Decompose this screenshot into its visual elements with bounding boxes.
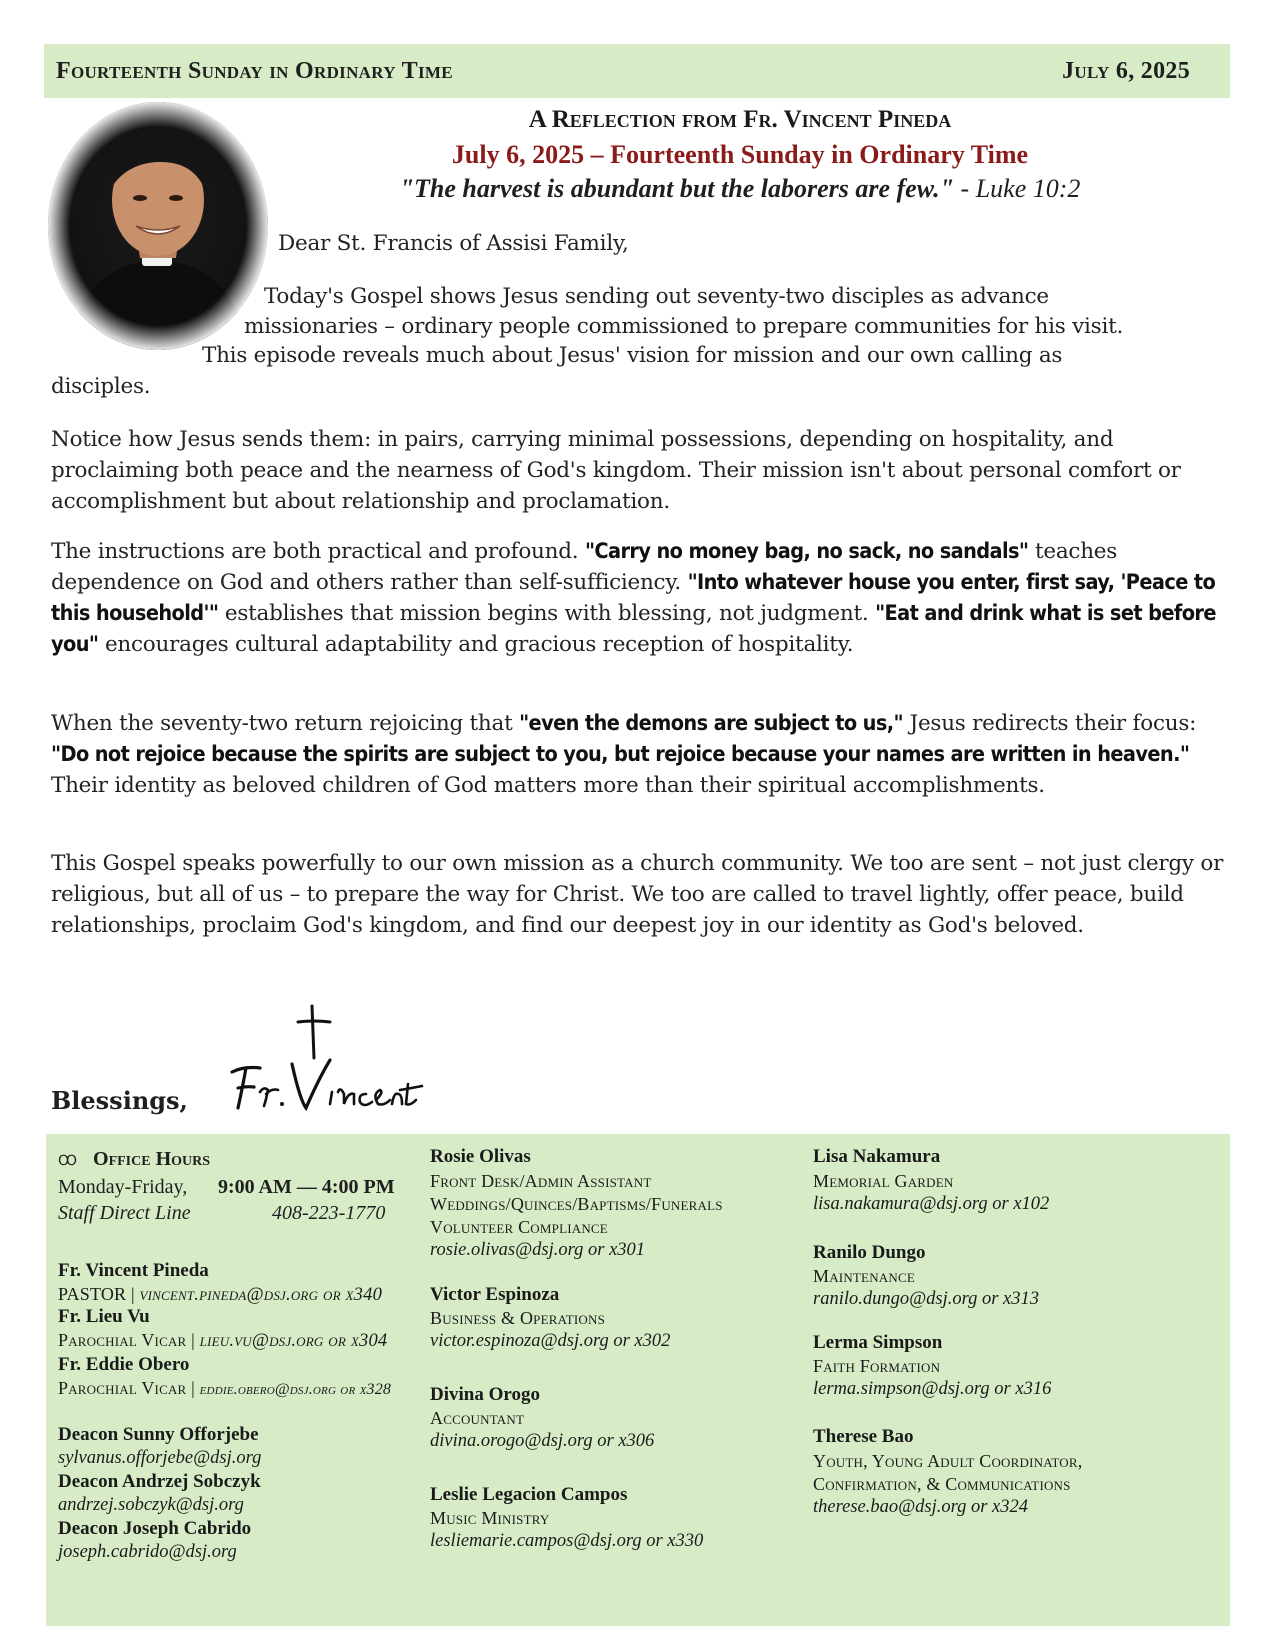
reflection-title: A Reflection from Fr. Vincent Pineda — [528, 106, 952, 133]
p4-quote-2: "Do not rejoice because the spirits are subject to you, but rejoice because your names are written in heaven." — [51, 742, 1190, 767]
staff-name: Therese Bao — [813, 1426, 914, 1447]
office-days: Monday-Friday, — [58, 1176, 188, 1198]
signature — [226, 1000, 436, 1124]
staff-name: Divina Orogo — [430, 1384, 540, 1405]
staff-role: Faith Formation — [813, 1356, 941, 1376]
staff-role: Business & Operations — [430, 1308, 606, 1328]
staff-name: Fr. Eddie Obero — [58, 1354, 190, 1375]
p4-text-e: Their identity as beloved children of God matters more than their spiritual accomplishments. — [51, 773, 1045, 798]
staff-name: Deacon Joseph Cabrido — [58, 1518, 252, 1539]
staff-role: Volunteer Compliance — [430, 1217, 608, 1237]
staff-email[interactable]: therese.bao@dsj.org or x324 — [813, 1497, 1029, 1517]
reflection-subtitle: July 6, 2025 – Fourteenth Sunday in Ordinary Time — [451, 140, 1029, 169]
paragraph-4 — [51, 708, 1226, 801]
staff-name: Victor Espinoza — [430, 1284, 560, 1305]
pastor-photo — [48, 102, 268, 350]
staff-role: Youth, Young Adult Coordinator, — [813, 1451, 1083, 1471]
staff-email[interactable]: rosie.olivas@dsj.org or x301 — [430, 1240, 646, 1260]
p1-line-2: missionaries – ordinary people commissioned to prepare communities for his visit. — [244, 314, 1124, 339]
office-symbol-icon: ꝏ — [58, 1148, 78, 1170]
p3-text-a: The instructions are both practical and profound. — [51, 539, 585, 564]
p3-quote-1: "Carry no money bag, no sack, no sandals" — [584, 539, 1029, 564]
staff-name: Fr. Lieu Vu — [58, 1306, 150, 1327]
scripture-citation: - Luke 10:2 — [954, 174, 1081, 203]
paragraph-2: Notice how Jesus sends them: in pairs, carrying minimal possessions, depending on hospitality, and proclaiming both peace and the nearness of God's kingdom. Their mission isn't about personal comfort or accomplishment but about relationship and proclamation. — [51, 427, 1181, 514]
staff-email[interactable]: lieu.vu@dsj.org or x304 — [199, 1331, 388, 1351]
p3-text-c: teaches dependence on God and others rather than self-sufficiency. — [51, 539, 1118, 595]
reflection-quote — [300, 174, 1180, 204]
paragraph-3 — [51, 536, 1226, 660]
closing-blessings: Blessings, — [51, 1086, 188, 1115]
staff-email[interactable]: divina.orogo@dsj.org or x306 — [430, 1431, 655, 1451]
p1-line-1: Today's Gospel shows Jesus sending out seventy-two disciples as advance — [264, 284, 1049, 309]
staff-email[interactable]: lerma.simpson@dsj.org or x316 — [813, 1379, 1052, 1399]
staff-email[interactable]: lesliemarie.campos@dsj.org or x330 — [430, 1531, 704, 1551]
staff-email[interactable]: lisa.nakamura@dsj.org or x102 — [813, 1194, 1050, 1214]
staff-role: Music Ministry — [430, 1508, 550, 1528]
staff-role: Memorial Garden — [813, 1171, 954, 1191]
direct-line-label: Staff Direct Line — [58, 1202, 191, 1224]
staff-role-line: Parochial Vicar | lieu.vu@dsj.org or x304 — [58, 1330, 388, 1351]
p1-line-3: This episode reveals much about Jesus' vision for mission and our own calling as — [202, 343, 1063, 368]
scripture-quote: "The harvest is abundant but the laborers are few." — [399, 174, 955, 203]
staff-role: Accountant — [430, 1408, 525, 1428]
staff-email[interactable]: eddie.obero@dsj.org or x328 — [199, 1381, 392, 1398]
staff-name: Rosie Olivas — [430, 1146, 531, 1167]
staff-role-line: PASTOR | vincent.pineda@dsj.org or x340 — [58, 1284, 383, 1305]
staff-email[interactable]: andrzej.sobczyk@dsj.org — [58, 1495, 244, 1515]
staff-role: Weddings/Quinces/Baptisms/Funerals — [430, 1194, 723, 1214]
staff-name: Leslie Legacion Campos — [430, 1484, 628, 1505]
header-title: Fourteenth Sunday in Ordinary Time — [56, 58, 453, 84]
direct-line-phone: 408-223-1770 — [272, 1202, 386, 1224]
staff-role-line: Parochial Vicar | eddie.obero@dsj.org or x328 — [58, 1378, 392, 1398]
staff-email[interactable]: joseph.cabrido@dsj.org — [58, 1542, 237, 1562]
staff-name: Lisa Nakamura — [813, 1146, 941, 1167]
p3-quote-3: "Eat and drink what is set before you" — [51, 601, 1216, 657]
p1-line-4: disciples. — [51, 374, 151, 399]
svg-text:Fr. Vincent: Fr. Vincent — [226, 1000, 232, 1001]
staff-email[interactable]: vincent.pineda@dsj.org or x340 — [139, 1285, 383, 1305]
p3-quote-2: "Into whatever house you enter, first say, 'Peace to this household'" — [51, 570, 1216, 626]
staff-name: Ranilo Dungo — [813, 1242, 926, 1263]
letter-greeting: Dear St. Francis of Assisi Family, — [278, 231, 629, 256]
staff-name: Fr. Vincent Pineda — [58, 1260, 209, 1281]
staff-email[interactable]: ranilo.dungo@dsj.org or x313 — [813, 1289, 1040, 1309]
staff-email[interactable]: victor.espinoza@dsj.org or x302 — [430, 1331, 671, 1351]
staff-name: Deacon Andrzej Sobczyk — [58, 1471, 261, 1492]
p4-text-c: Jesus redirects their focus: — [902, 711, 1197, 736]
p4-quote-1: "even the demons are subject to us," — [519, 711, 903, 736]
p3-text-e: establishes that mission begins with blessing, not judgment. — [218, 601, 876, 626]
staff-role: Maintenance — [813, 1266, 915, 1286]
office-hours-title: ꝏ Office Hours — [58, 1148, 211, 1170]
paragraph-5: This Gospel speaks powerfully to our own mission as a church community. We too are sent – not just clergy or religious, but all of us – to prepare the way for Christ. We too are called to travel lightly, offer peace, build relationships, proclaim God's kingdom, and find our deepest joy in our identity as God's beloved. — [51, 851, 1224, 938]
header-band — [44, 44, 1230, 98]
header-date: July 6, 2025 — [1062, 58, 1190, 84]
staff-directory — [46, 1134, 1230, 1626]
p4-text-a: When the seventy-two return rejoicing that — [51, 711, 520, 736]
cross-icon — [226, 1000, 436, 1120]
staff-role: Front Desk/Admin Assistant — [430, 1171, 652, 1191]
office-hours: 9:00 AM — 4:00 PM — [218, 1176, 395, 1198]
staff-email[interactable]: sylvanus.offorjebe@dsj.org — [58, 1448, 262, 1468]
staff-name: Deacon Sunny Offorjebe — [58, 1424, 259, 1445]
staff-name: Lerma Simpson — [813, 1332, 943, 1353]
staff-role: Confirmation, & Communications — [813, 1474, 1071, 1494]
p3-text-g: encourages cultural adaptability and gracious reception of hospitality. — [98, 632, 854, 657]
